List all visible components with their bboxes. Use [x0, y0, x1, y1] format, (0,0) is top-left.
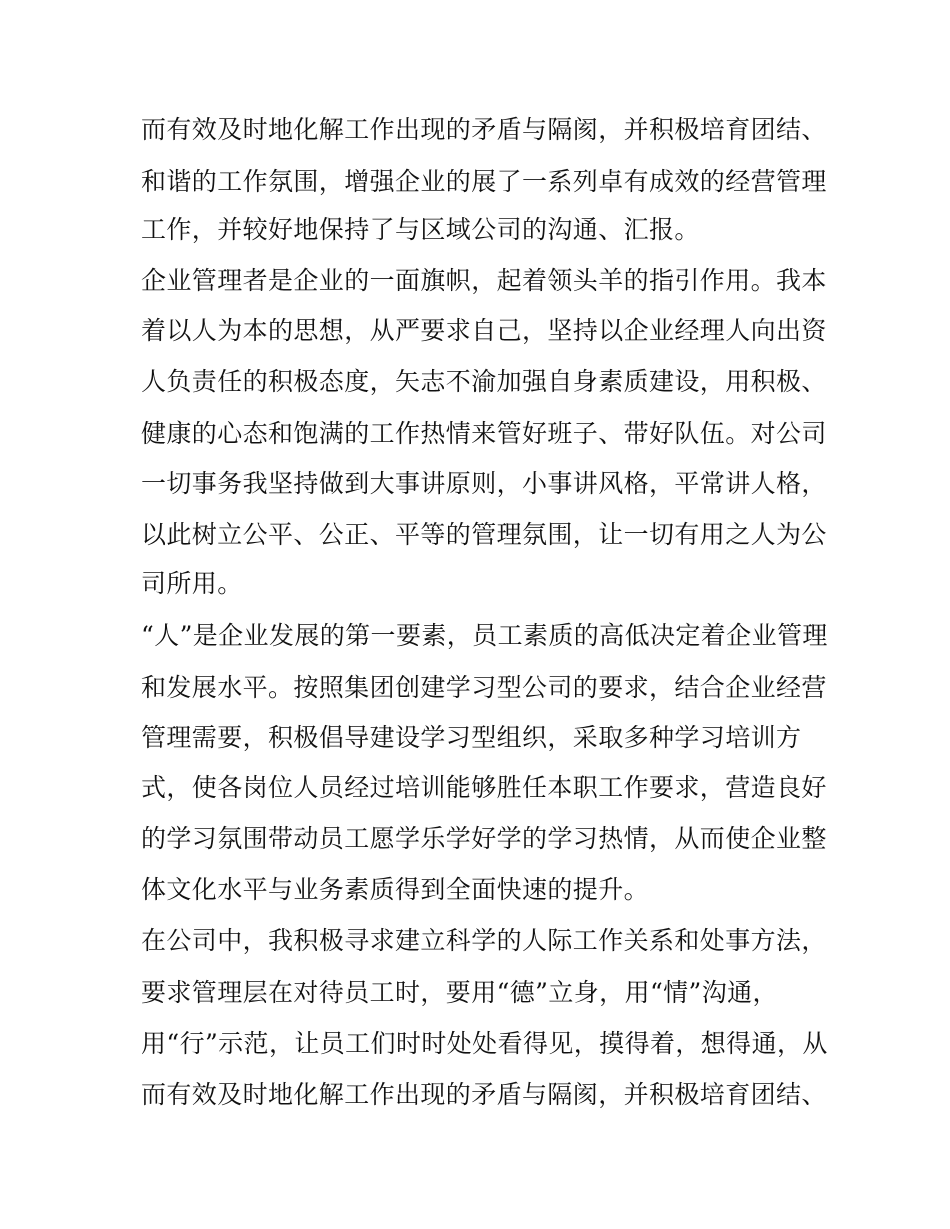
text-line: 工作，并较好地保持了与区域公司的沟通、汇报。	[141, 215, 700, 244]
text-line: 管理需要，积极倡导建设学习型组织，采取多种学习培训方	[141, 723, 802, 752]
text-line: 司所用。	[141, 569, 243, 598]
text-line: 而有效及时地化解工作出现的矛盾与隔阂，并积极培育团结、	[141, 115, 827, 144]
text-line: 用“行”示范，让员工们时时处处看得见，摸得着，想得通，从	[141, 1029, 828, 1058]
text-line: 企业管理者是企业的一面旗帜，起着领头羊的指引作用。我本	[141, 266, 827, 295]
text-line: 而有效及时地化解工作出现的矛盾与隔阂，并积极培育团结、	[141, 1080, 827, 1109]
text-line: 和发展水平。按照集团创建学习型公司的要求，结合企业经营	[141, 673, 827, 702]
text-line: 的学习氛围带动员工愿学乐学好学的学习热情，从而使企业整	[141, 824, 827, 853]
text-line: 在公司中，我积极寻求建立科学的人际工作关系和处事方法，	[141, 926, 827, 955]
text-line: 一切事务我坚持做到大事讲原则，小事讲风格，平常讲人格，	[141, 469, 827, 498]
text-line: “人”是企业发展的第一要素，员工素质的高低决定着企业管理	[141, 621, 828, 650]
text-line: 和谐的工作氛围，增强企业的展了一系列卓有成效的经营管理	[141, 167, 827, 196]
text-line: 以此树立公平、公正、平等的管理氛围，让一切有用之人为公	[141, 520, 827, 549]
text-line: 式，使各岗位人员经过培训能够胜任本职工作要求，营造良好	[141, 773, 827, 802]
text-line: 着以人为本的思想，从严要求自己，坚持以企业经理人向出资	[141, 316, 827, 345]
text-line: 健康的心态和饱满的工作热情来管好班子、带好队伍。对公司	[141, 419, 827, 448]
text-line: 要求管理层在对待员工时，要用“德”立身，用“情”沟通，	[141, 978, 778, 1007]
text-line: 体文化水平与业务素质得到全面快速的提升。	[141, 875, 650, 904]
text-line: 人负责任的积极态度，矢志不渝加强自身素质建设，用积极、	[141, 367, 827, 396]
